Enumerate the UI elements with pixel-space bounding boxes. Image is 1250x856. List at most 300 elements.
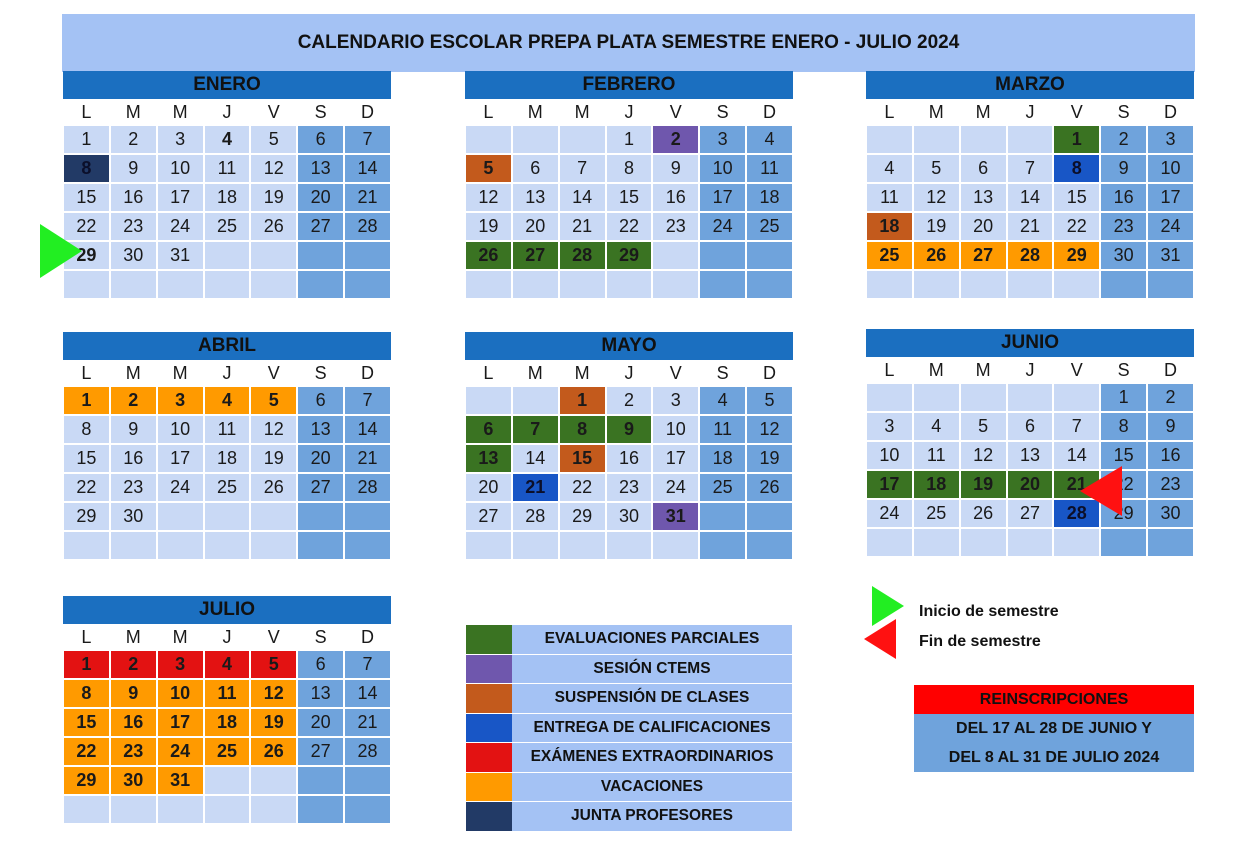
empty-cell bbox=[746, 531, 793, 560]
legend-item bbox=[466, 655, 792, 685]
calendar-day: 11 bbox=[204, 679, 251, 708]
calendar-day: 22 bbox=[63, 212, 110, 241]
start-semester-marker-icon bbox=[40, 224, 82, 278]
calendar-day: 13 bbox=[1007, 441, 1054, 470]
weekday-label: M bbox=[928, 101, 944, 122]
calendar-day: 13 bbox=[297, 679, 344, 708]
calendar-day: 27 bbox=[512, 241, 559, 270]
calendar-day: 21 bbox=[512, 473, 559, 502]
calendar-day: 11 bbox=[204, 415, 251, 444]
calendar-day: 25 bbox=[204, 473, 251, 502]
weekday-label: M bbox=[975, 101, 991, 122]
calendar-title: CALENDARIO ESCOLAR PREPA PLATA SEMESTRE ENERO - JULIO 2024 bbox=[297, 32, 960, 53]
calendar-day: 10 bbox=[1147, 154, 1194, 183]
calendar-day: 17 bbox=[699, 183, 746, 212]
calendar-day: 12 bbox=[913, 183, 960, 212]
calendar-day: 24 bbox=[652, 473, 699, 502]
empty-cell bbox=[866, 383, 913, 412]
calendar-day: 7 bbox=[1007, 154, 1054, 183]
calendar-day: 31 bbox=[157, 241, 204, 270]
empty-cell bbox=[1007, 528, 1054, 557]
calendar-day: 29 bbox=[63, 766, 110, 795]
calendar-day: 17 bbox=[157, 183, 204, 212]
calendar-day: 26 bbox=[250, 473, 297, 502]
calendar-day: 26 bbox=[913, 241, 960, 270]
calendar-day: 20 bbox=[297, 444, 344, 473]
calendar-day: 21 bbox=[1053, 470, 1100, 499]
month-mayo bbox=[465, 332, 793, 560]
calendar-day: 6 bbox=[1007, 412, 1054, 441]
calendar-day: 31 bbox=[652, 502, 699, 531]
calendar-day: 3 bbox=[157, 386, 204, 415]
reinscripciones-line-2: DEL 8 AL 31 DE JULIO 2024 bbox=[948, 749, 1160, 766]
weekday-header bbox=[63, 99, 391, 125]
calendar-day: 2 bbox=[606, 386, 653, 415]
calendar-day: 5 bbox=[250, 650, 297, 679]
calendar-day: 4 bbox=[699, 386, 746, 415]
calendar-day: 6 bbox=[512, 154, 559, 183]
calendar-day: 14 bbox=[344, 154, 391, 183]
calendar-day: 9 bbox=[1100, 154, 1147, 183]
weekday-label: L bbox=[884, 359, 895, 380]
calendar-day: 25 bbox=[204, 212, 251, 241]
weekday-label: L bbox=[483, 362, 494, 383]
empty-cell bbox=[465, 270, 512, 299]
empty-cell bbox=[110, 270, 157, 299]
calendar-day: 16 bbox=[110, 183, 157, 212]
calendar-day: 26 bbox=[960, 499, 1007, 528]
weekday-header bbox=[63, 360, 391, 386]
legend-item bbox=[466, 625, 792, 655]
calendar-title-bar bbox=[62, 14, 1195, 72]
empty-cell bbox=[699, 531, 746, 560]
calendar-day: 7 bbox=[344, 386, 391, 415]
color-legend bbox=[466, 625, 792, 832]
calendar-day: 8 bbox=[1100, 412, 1147, 441]
calendar-day: 2 bbox=[110, 650, 157, 679]
empty-cell bbox=[250, 270, 297, 299]
month-julio bbox=[63, 596, 391, 824]
calendar-day: 24 bbox=[1147, 212, 1194, 241]
calendar-day: 18 bbox=[204, 444, 251, 473]
empty-cell bbox=[250, 502, 297, 531]
calendar-day: 20 bbox=[1007, 470, 1054, 499]
end-legend-triangle-icon bbox=[864, 619, 896, 659]
calendar-day: 20 bbox=[960, 212, 1007, 241]
month-grid bbox=[866, 383, 1194, 557]
empty-cell bbox=[512, 386, 559, 415]
reinscripciones-box bbox=[914, 685, 1194, 772]
calendar-day: 30 bbox=[110, 502, 157, 531]
weekday-label: J bbox=[624, 362, 634, 383]
calendar-day: 26 bbox=[746, 473, 793, 502]
calendar-day: 12 bbox=[465, 183, 512, 212]
calendar-day: 1 bbox=[1053, 125, 1100, 154]
weekday-label: D bbox=[762, 362, 776, 383]
weekday-label: J bbox=[1025, 101, 1035, 122]
calendar-day: 27 bbox=[297, 473, 344, 502]
calendar-day: 22 bbox=[559, 473, 606, 502]
calendar-day: 15 bbox=[1100, 441, 1147, 470]
weekday-label: M bbox=[172, 101, 188, 122]
calendar-day: 24 bbox=[157, 212, 204, 241]
calendar-day: 9 bbox=[110, 679, 157, 708]
empty-cell bbox=[344, 502, 391, 531]
month-enero bbox=[63, 71, 391, 299]
calendar-day: 5 bbox=[465, 154, 512, 183]
legend-item bbox=[466, 743, 792, 773]
calendar-day: 20 bbox=[512, 212, 559, 241]
calendar-day: 23 bbox=[652, 212, 699, 241]
empty-cell bbox=[157, 795, 204, 824]
weekday-label: V bbox=[267, 626, 280, 647]
calendar-day: 13 bbox=[512, 183, 559, 212]
empty-cell bbox=[746, 270, 793, 299]
calendar-day: 13 bbox=[297, 154, 344, 183]
weekday-label: V bbox=[669, 101, 682, 122]
empty-cell bbox=[1147, 528, 1194, 557]
empty-cell bbox=[297, 795, 344, 824]
weekday-label: M bbox=[172, 626, 188, 647]
calendar-day: 17 bbox=[652, 444, 699, 473]
calendar-day: 23 bbox=[1147, 470, 1194, 499]
reinscripciones-line-1: DEL 17 AL 28 DE JUNIO Y bbox=[956, 720, 1152, 737]
empty-cell bbox=[652, 270, 699, 299]
calendar-day: 11 bbox=[866, 183, 913, 212]
calendar-day: 24 bbox=[157, 473, 204, 502]
empty-cell bbox=[63, 795, 110, 824]
weekday-label: M bbox=[574, 362, 590, 383]
month-name: JULIO bbox=[63, 596, 391, 624]
weekday-header bbox=[63, 624, 391, 650]
calendar-day: 7 bbox=[559, 154, 606, 183]
calendar-day: 11 bbox=[204, 154, 251, 183]
weekday-header bbox=[465, 99, 793, 125]
calendar-day: 22 bbox=[1100, 470, 1147, 499]
empty-cell bbox=[344, 270, 391, 299]
calendar-day: 13 bbox=[960, 183, 1007, 212]
legend-label: SUSPENSIÓN DE CLASES bbox=[512, 684, 792, 713]
calendar-day: 5 bbox=[746, 386, 793, 415]
empty-cell bbox=[652, 531, 699, 560]
empty-cell bbox=[344, 241, 391, 270]
empty-cell bbox=[204, 241, 251, 270]
weekday-header bbox=[866, 357, 1194, 383]
legend-label: EXÁMENES EXTRAORDINARIOS bbox=[512, 743, 792, 772]
calendar-day: 28 bbox=[344, 473, 391, 502]
empty-cell bbox=[960, 270, 1007, 299]
calendar-day: 18 bbox=[746, 183, 793, 212]
month-grid bbox=[465, 386, 793, 560]
weekday-label: M bbox=[928, 359, 944, 380]
calendar-day: 14 bbox=[1007, 183, 1054, 212]
weekday-label: M bbox=[125, 101, 141, 122]
weekday-label: L bbox=[483, 101, 494, 122]
weekday-label: D bbox=[1163, 101, 1177, 122]
calendar-day: 15 bbox=[63, 708, 110, 737]
empty-cell bbox=[913, 125, 960, 154]
empty-cell bbox=[512, 270, 559, 299]
weekday-label: J bbox=[222, 101, 232, 122]
calendar-day: 1 bbox=[1100, 383, 1147, 412]
calendar-day: 6 bbox=[297, 650, 344, 679]
calendar-day: 1 bbox=[559, 386, 606, 415]
legend-item bbox=[466, 773, 792, 803]
weekday-label: M bbox=[527, 101, 543, 122]
empty-cell bbox=[344, 795, 391, 824]
calendar-day: 9 bbox=[652, 154, 699, 183]
weekday-label: J bbox=[1025, 359, 1035, 380]
calendar-day: 2 bbox=[652, 125, 699, 154]
empty-cell bbox=[559, 531, 606, 560]
calendar-day: 6 bbox=[297, 125, 344, 154]
calendar-day: 18 bbox=[913, 470, 960, 499]
calendar-day: 30 bbox=[110, 766, 157, 795]
calendar-day: 19 bbox=[465, 212, 512, 241]
weekday-label: M bbox=[975, 359, 991, 380]
weekday-label: S bbox=[314, 101, 327, 122]
weekday-label: S bbox=[716, 101, 729, 122]
calendar-day: 31 bbox=[157, 766, 204, 795]
weekday-header bbox=[465, 360, 793, 386]
calendar-day: 3 bbox=[699, 125, 746, 154]
weekday-label: V bbox=[1070, 101, 1083, 122]
calendar-day: 10 bbox=[652, 415, 699, 444]
calendar-day: 30 bbox=[1147, 499, 1194, 528]
empty-cell bbox=[559, 125, 606, 154]
legend-swatch bbox=[466, 625, 512, 654]
calendar-day: 29 bbox=[559, 502, 606, 531]
weekday-header bbox=[866, 99, 1194, 125]
weekday-label: S bbox=[314, 626, 327, 647]
month-junio bbox=[866, 329, 1194, 557]
calendar-day: 9 bbox=[1147, 412, 1194, 441]
legend-item bbox=[466, 684, 792, 714]
empty-cell bbox=[866, 125, 913, 154]
empty-cell bbox=[913, 528, 960, 557]
legend-label: ENTREGA DE CALIFICACIONES bbox=[512, 714, 792, 743]
calendar-day: 23 bbox=[1100, 212, 1147, 241]
calendar-day: 25 bbox=[746, 212, 793, 241]
calendar-day: 11 bbox=[746, 154, 793, 183]
end-semester-marker-icon bbox=[1080, 466, 1122, 516]
calendar-day: 28 bbox=[344, 737, 391, 766]
calendar-day: 10 bbox=[699, 154, 746, 183]
weekday-label: L bbox=[81, 101, 92, 122]
weekday-label: M bbox=[125, 626, 141, 647]
reinscripciones-dates bbox=[914, 714, 1194, 772]
calendar-day: 28 bbox=[1007, 241, 1054, 270]
empty-cell bbox=[1100, 270, 1147, 299]
weekday-label: V bbox=[267, 362, 280, 383]
calendar-day: 9 bbox=[110, 154, 157, 183]
empty-cell bbox=[204, 502, 251, 531]
empty-cell bbox=[866, 270, 913, 299]
empty-cell bbox=[512, 531, 559, 560]
calendar-day: 5 bbox=[960, 412, 1007, 441]
calendar-day: 22 bbox=[1053, 212, 1100, 241]
empty-cell bbox=[1147, 270, 1194, 299]
calendar-day: 6 bbox=[960, 154, 1007, 183]
weekday-label: V bbox=[669, 362, 682, 383]
calendar-day: 24 bbox=[866, 499, 913, 528]
empty-cell bbox=[606, 270, 653, 299]
empty-cell bbox=[157, 502, 204, 531]
month-abril bbox=[63, 332, 391, 560]
weekday-label: S bbox=[314, 362, 327, 383]
start-legend-label: Inicio de semestre bbox=[919, 603, 1059, 620]
calendar-day: 16 bbox=[1100, 183, 1147, 212]
calendar-day: 7 bbox=[512, 415, 559, 444]
calendar-day: 24 bbox=[157, 737, 204, 766]
empty-cell bbox=[110, 531, 157, 560]
calendar-day: 1 bbox=[606, 125, 653, 154]
calendar-day: 19 bbox=[250, 708, 297, 737]
legend-label: JUNTA PROFESORES bbox=[512, 802, 792, 831]
calendar-day: 8 bbox=[1053, 154, 1100, 183]
empty-cell bbox=[559, 270, 606, 299]
weekday-label: M bbox=[574, 101, 590, 122]
empty-cell bbox=[465, 531, 512, 560]
calendar-day: 26 bbox=[465, 241, 512, 270]
weekday-label: D bbox=[360, 626, 374, 647]
calendar-day: 4 bbox=[913, 412, 960, 441]
calendar-day: 4 bbox=[204, 125, 251, 154]
calendar-day: 20 bbox=[465, 473, 512, 502]
calendar-day: 18 bbox=[204, 708, 251, 737]
calendar-day: 30 bbox=[110, 241, 157, 270]
calendar-day: 19 bbox=[250, 183, 297, 212]
calendar-day: 23 bbox=[606, 473, 653, 502]
calendar-day: 18 bbox=[204, 183, 251, 212]
weekday-label: D bbox=[360, 362, 374, 383]
calendar-day: 1 bbox=[63, 386, 110, 415]
calendar-day: 3 bbox=[652, 386, 699, 415]
month-grid bbox=[465, 125, 793, 299]
empty-cell bbox=[746, 502, 793, 531]
empty-cell bbox=[204, 531, 251, 560]
calendar-day: 26 bbox=[250, 212, 297, 241]
calendar-day: 14 bbox=[512, 444, 559, 473]
calendar-day: 6 bbox=[297, 386, 344, 415]
empty-cell bbox=[157, 531, 204, 560]
calendar-day: 12 bbox=[250, 415, 297, 444]
empty-cell bbox=[63, 531, 110, 560]
calendar-day: 19 bbox=[913, 212, 960, 241]
calendar-day: 16 bbox=[110, 444, 157, 473]
empty-cell bbox=[344, 531, 391, 560]
calendar-day: 27 bbox=[465, 502, 512, 531]
calendar-day: 1 bbox=[63, 650, 110, 679]
calendar-day: 2 bbox=[110, 386, 157, 415]
empty-cell bbox=[297, 531, 344, 560]
empty-cell bbox=[913, 270, 960, 299]
month-name: ABRIL bbox=[63, 332, 391, 360]
weekday-label: L bbox=[81, 626, 92, 647]
weekday-label: S bbox=[1117, 359, 1130, 380]
month-febrero bbox=[465, 71, 793, 299]
empty-cell bbox=[512, 125, 559, 154]
calendar-day: 4 bbox=[746, 125, 793, 154]
calendar-day: 19 bbox=[250, 444, 297, 473]
legend-swatch bbox=[466, 684, 512, 713]
empty-cell bbox=[913, 383, 960, 412]
calendar-day: 27 bbox=[297, 212, 344, 241]
month-name: MARZO bbox=[866, 71, 1194, 99]
calendar-day: 5 bbox=[250, 125, 297, 154]
month-name: JUNIO bbox=[866, 329, 1194, 357]
calendar-day: 11 bbox=[699, 415, 746, 444]
empty-cell bbox=[297, 766, 344, 795]
calendar-day: 29 bbox=[63, 502, 110, 531]
weekday-label: S bbox=[1117, 101, 1130, 122]
calendar-day: 30 bbox=[606, 502, 653, 531]
calendar-day: 12 bbox=[250, 154, 297, 183]
weekday-label: V bbox=[267, 101, 280, 122]
empty-cell bbox=[250, 766, 297, 795]
weekday-label: J bbox=[222, 626, 232, 647]
weekday-label: J bbox=[222, 362, 232, 383]
legend-label: SESIÓN CTEMS bbox=[512, 655, 792, 684]
empty-cell bbox=[297, 502, 344, 531]
calendar-day: 2 bbox=[1100, 125, 1147, 154]
weekday-label: M bbox=[125, 362, 141, 383]
weekday-label: D bbox=[762, 101, 776, 122]
calendar-day: 27 bbox=[297, 737, 344, 766]
calendar-day: 17 bbox=[157, 708, 204, 737]
calendar-day: 15 bbox=[606, 183, 653, 212]
empty-cell bbox=[866, 528, 913, 557]
calendar-day: 5 bbox=[913, 154, 960, 183]
empty-cell bbox=[204, 766, 251, 795]
calendar-day: 21 bbox=[559, 212, 606, 241]
month-grid bbox=[866, 125, 1194, 299]
calendar-day: 21 bbox=[344, 444, 391, 473]
calendar-day: 3 bbox=[157, 650, 204, 679]
calendar-day: 8 bbox=[63, 679, 110, 708]
calendar-day: 8 bbox=[63, 415, 110, 444]
calendar-day: 18 bbox=[866, 212, 913, 241]
calendar-day: 24 bbox=[699, 212, 746, 241]
legend-item bbox=[466, 714, 792, 744]
month-name: ENERO bbox=[63, 71, 391, 99]
calendar-day: 12 bbox=[960, 441, 1007, 470]
empty-cell bbox=[606, 531, 653, 560]
empty-cell bbox=[1100, 528, 1147, 557]
calendar-day: 23 bbox=[110, 737, 157, 766]
calendar-day: 14 bbox=[559, 183, 606, 212]
calendar-day: 7 bbox=[1053, 412, 1100, 441]
calendar-day: 28 bbox=[559, 241, 606, 270]
calendar-day: 10 bbox=[866, 441, 913, 470]
calendar-day: 3 bbox=[157, 125, 204, 154]
calendar-day: 10 bbox=[157, 154, 204, 183]
calendar-day: 14 bbox=[344, 679, 391, 708]
empty-cell bbox=[250, 241, 297, 270]
empty-cell bbox=[960, 383, 1007, 412]
calendar-day: 31 bbox=[1147, 241, 1194, 270]
weekday-label: M bbox=[172, 362, 188, 383]
calendar-day: 13 bbox=[297, 415, 344, 444]
legend-swatch bbox=[466, 743, 512, 772]
calendar-day: 7 bbox=[344, 650, 391, 679]
calendar-day: 22 bbox=[63, 737, 110, 766]
empty-cell bbox=[1007, 125, 1054, 154]
month-grid bbox=[63, 125, 391, 299]
calendar-day: 14 bbox=[1053, 441, 1100, 470]
calendar-day: 16 bbox=[606, 444, 653, 473]
calendar-day: 6 bbox=[465, 415, 512, 444]
